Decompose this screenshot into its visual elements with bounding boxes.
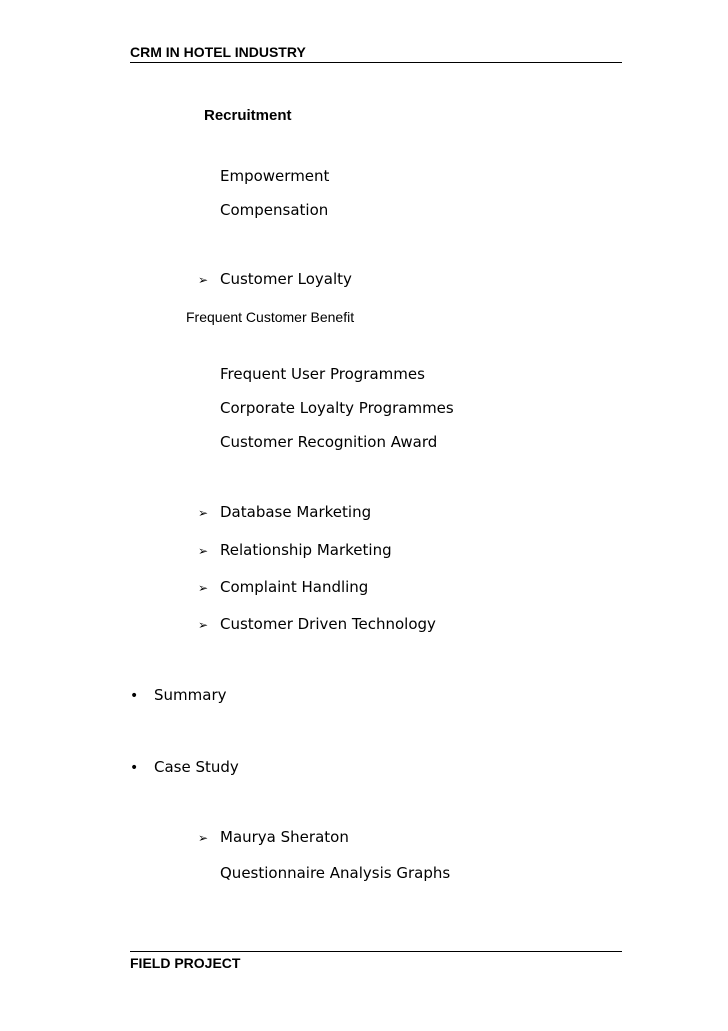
- list-item-case-study: [130, 758, 239, 777]
- list-item-customer-loyalty: [198, 270, 352, 289]
- list-item-database-marketing: [198, 503, 371, 522]
- list-item-label: Complaint Handling: [220, 578, 369, 596]
- arrow-bullet-icon: ➢: [198, 618, 209, 632]
- item-corporate-loyalty-programmes: Corporate Loyalty Programmes: [220, 399, 454, 417]
- list-item-label: Relationship Marketing: [220, 541, 392, 559]
- round-bullet-icon: •: [130, 688, 139, 704]
- list-item-label: Summary: [154, 686, 227, 704]
- list-item-summary: [130, 686, 227, 705]
- round-bullet-icon: •: [130, 760, 139, 776]
- list-item-label: Customer Driven Technology: [220, 615, 436, 633]
- list-item-label: Database Marketing: [220, 503, 372, 521]
- item-questionnaire-analysis-graphs: Questionnaire Analysis Graphs: [220, 864, 451, 882]
- list-item-label: Case Study: [154, 758, 239, 776]
- arrow-bullet-icon: ➢: [198, 506, 209, 520]
- arrow-bullet-icon: ➢: [198, 544, 209, 558]
- list-item-maurya-sheraton: [198, 828, 349, 847]
- footer-rule: [130, 951, 622, 952]
- list-item-customer-driven-technology: [198, 615, 436, 634]
- list-item-complaint-handling: [198, 578, 368, 597]
- list-item-relationship-marketing: [198, 541, 392, 560]
- item-frequent-user-programmes: Frequent User Programmes: [220, 365, 425, 383]
- arrow-bullet-icon: ➢: [198, 581, 209, 595]
- list-item-label: Maurya Sheraton: [220, 828, 349, 846]
- list-item-label: Customer Loyalty: [220, 270, 352, 288]
- item-empowerment: Empowerment: [220, 167, 330, 185]
- arrow-bullet-icon: ➢: [198, 273, 209, 287]
- item-compensation: Compensation: [220, 201, 329, 219]
- page-footer-title: FIELD PROJECT: [130, 955, 241, 971]
- arrow-bullet-icon: ➢: [198, 831, 209, 845]
- heading-recruitment: Recruitment: [204, 107, 292, 124]
- subheading-frequent-customer-benefit: Frequent Customer Benefit: [186, 309, 355, 325]
- page-header-title: CRM IN HOTEL INDUSTRY: [130, 44, 306, 60]
- header-rule: [130, 62, 622, 63]
- item-customer-recognition-award: Customer Recognition Award: [220, 433, 438, 451]
